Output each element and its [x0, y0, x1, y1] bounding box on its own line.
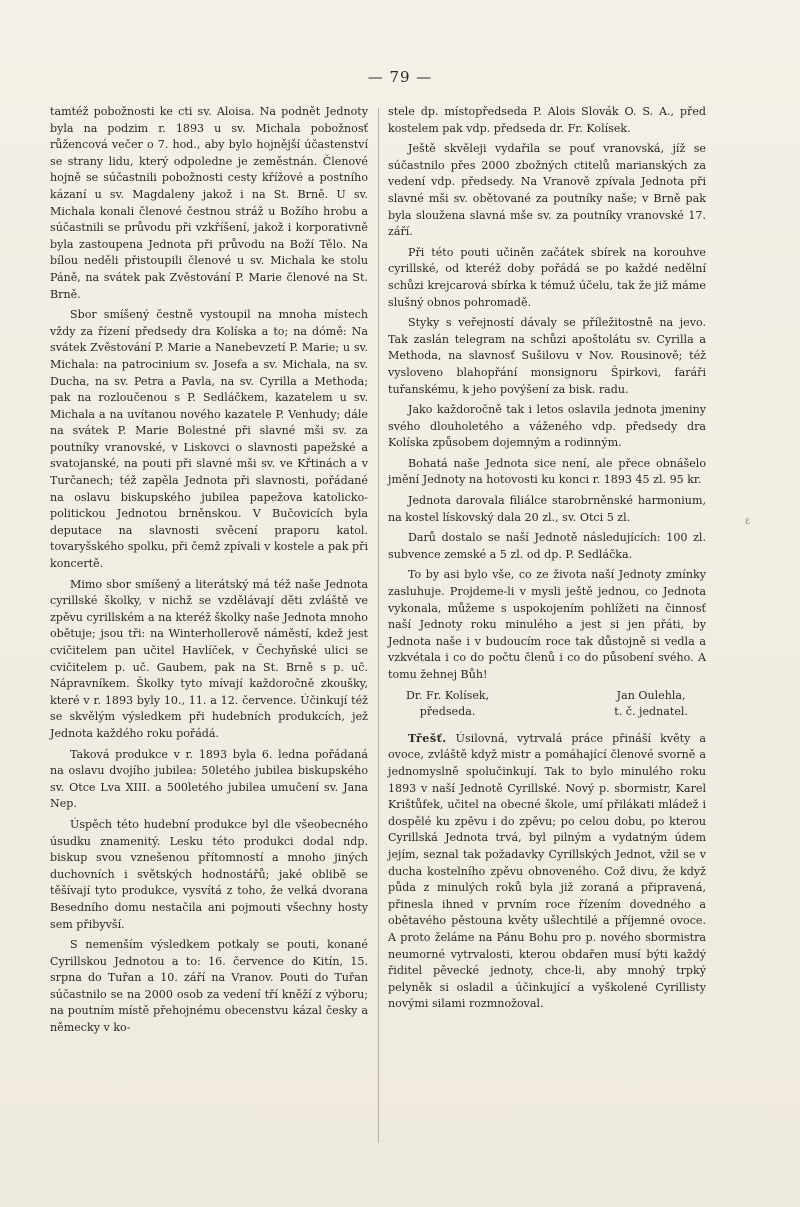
- paragraph: stele dp. místopředseda P. Alois Slovák O. S. A., před kostelem pak vdp. předseda dr. Fr. Kolísek.: [388, 105, 706, 135]
- margin-mark: ε: [745, 516, 751, 527]
- paragraph: Darů dostalo se naší Jednotě následujících: 100 zl. subvence zemské a 5 zl. od dp. P. Sedláčka.: [388, 531, 706, 561]
- paragraph: Mimo sbor smíšený a literátský má též naše Jednota cyrillské školky, v nichž se vzdělávají děti zvláště ve zpěvu cyrillském a na kteréž školky naše Jednota mnoho obětuje; jsou tři: na Winterhollerově náměstí, kdež jest cvičitelem pan učitel Havlíček, v Čechyňské ulici se cvičitelem p. uč. Gaubem, pak na St. Brně s p. uč. Nápravníkem. Školky tyto mívají každoročně zkoušky, které v r. 1893 byly 10., 11. a 12. července. Účinkují též se skvělým výsledkem při hudebních produkcích, jež Jednota každého roku pořádá.: [50, 577, 368, 740]
- signature-name: Jan Oulehla,: [616, 688, 686, 702]
- paragraph: S nemenším výsledkem potkaly se pouti, konané Cyrillskou Jednotou a to: 16. července do Kitín, 15. srpna do Tuřan a 10. září na Vranov. Pouti do Tuřan súčastnilo se na 2000 osob za vedení tří kněží z výboru; na poutním místě přehojnému obecenstvu kázal česky a německy v ko-: [50, 938, 368, 1035]
- section-trest: [388, 731, 706, 1013]
- paragraph: Jako každoročně tak i letos oslavila jednota jmeniny svého dlouholetého a váženého vdp. předsedy dra Kolíska způsobem dojemným a rodinným.: [388, 403, 706, 450]
- paragraph: Při této pouti učiněn začátek sbírek na korouhve cyrillské, od kteréž doby pořádá se po každé nedělní schůzi krejcarová sbírka k témuž účelu, tak že již máme slušný obnos pohromadě.: [388, 245, 706, 309]
- signature-role: předseda.: [419, 705, 476, 719]
- paragraph: Bohatá naše Jednota sice není, ale přece obnášelo jmění Jednoty na hotovosti ku konci r. 1893 45 zl. 95 kr.: [388, 456, 706, 487]
- paragraph: Sbor smíšený čestně vystoupil na mnoha místech vždy za řízení předsedy dra Kolíska a to; na dómě: Na svátek Zvěstování P. Marie a Nanebevzetí P. Marie; u sv. Michala: na patrocinium sv. Josefa a sv. Michala, na sv. Ducha, na sv. Petra a Pavla, na sv. Cyrilla a Methoda; pak na rozloučenou s P. Sedláčkem, kazatelem u sv. Michala a na uvítanou nového kazatele P. Venhudy; dále na svátek P. Marie Bolestné při slavné mši sv. za poutníky vranovské, v Liskovci o slavnosti papežské a svatojanské, na pouti při slavné mši sv. ve Křtinách a v Turčanech; též zapěla Jednota při slavnosti, pořádané na oslavu biskupského jubilea papežova katolicko-politickou Jednotou brněnskou. V Bučovicích byla deputace na slavnosti svěcení praporu katol. tovaryšského spolku, při čemž zpívali v kostele a pak při koncertě.: [50, 308, 368, 571]
- paragraph: Úspěch této hudební produkce byl dle všeobecného úsudku znamenitý. Lesku této produkci dodal ndp. biskup svou vznešenou přítomností a mnoho jiných duchovních i světských hodnostářů; jaké oblibě se těšívají tyto produkce, vysvítá z toho, že velká dvorana Besedního domu nestačila ani pojmouti všechny hosty sem přibyvší.: [50, 817, 368, 931]
- left-column: [50, 104, 368, 1041]
- signature-chairman: [406, 688, 489, 721]
- signature-name: Dr. Fr. Kolísek,: [406, 688, 490, 702]
- signature-secretary: [614, 688, 688, 721]
- section-heading: Třešť.: [408, 731, 447, 745]
- page-number: — 79 —: [367, 68, 433, 86]
- paragraph: Jednota darovala filiálce starobrněnské harmonium, na kostel lískovský dala 20 zl., sv. Otci 5 zl.: [388, 494, 706, 524]
- paragraph: To by asi bylo vše, co ze života naší Jednoty zmínky zasluhuje. Projdeme-li v mysli ještě jednou, co Jednota vykonala, můžeme s uspokojením pohlížeti na činnosť naší Jednoty roku minulého a jest si jen přáti, by Jednota naše i v budoucím roce tak důstojně si vedla a vzkvétala i co do počtu členů i co do působení svého. A tomu žehnej Bůh!: [388, 568, 706, 681]
- signature-block: [388, 688, 706, 721]
- right-column: [388, 104, 706, 1017]
- paragraph: Taková produkce v r. 1893 byla 6. ledna pořádaná na oslavu dvojího jubilea: 50letého jubilea biskupského sv. Otce Lva XIII. a 500letého jubilea umučení sv. Jana Nep.: [50, 747, 368, 811]
- paragraph: Styky s veřejností dávaly se příležitostně na jevo. Tak zaslán telegram na schůzi apoštolátu sv. Cyrilla a Methoda, na slavnosť Sušilovu v Nov. Rousinově; též vysloveno blahopřání monsignoru Špirkovi, faráři tuřanskému, k jeho povýšení za bisk. radu.: [388, 316, 706, 396]
- paragraph: tamtéž pobožnosti ke cti sv. Aloisa. Na podnět Jednoty byla na podzim r. 1893 u sv. Michala pobožnosť růžencová večer o 7. hod., aby bylo hojnější účastenství se strany lidu, který odpoledne je zeměstnán. Členové hojně se súčastnili pobožnosti cesty křížové a postního kázaní u sv. Magdaleny jakož i na St. Brně. U sv. Michala konali členové čestnou stráž u Božího hrobu a súčastnili se průvodu při vzkříšení, jakož i korporativně byla zastoupena Jednota při průvodu na Boží Tělo. Na bílou neděli přistoupili členové u sv. Michala ke stolu Páně, na svátek pak Zvěstování P. Marie členové na St. Brně.: [50, 105, 368, 301]
- paragraph: Ještě skvěleji vydařila se pouť vranovská, jíž se súčastnilo přes 2000 zbožných ctitelů marianských za vedení vdp. předsedy. Na Vranově zpívala Jednota při slavné mši sv. obětované za poutníky naše; v Brně pak byla sloužena slavná mše sv. za poutníky vranovské 17. září.: [388, 142, 706, 239]
- section-body: Úsilovná, vytrvalá práce přináší květy a ovoce, zvláště když mistr a pomáhající členové svorně a jednomyslně spolučinkují. Tak to bylo minulého roku 1893 v naší Jednotě Cyrillské. Nový p. sbormistr, Karel Krištůfek, učitel na obecné škole, umí přilákati mládež i dospělé ku zpěvu i do zpěvu; po celou dobu, po kterou Cyrillská Jednota trvá, byl pilným a vydatným údem jejím, seznal tak požadavky Cyrillských Jednot, vžil se v ducha kostelního zpěvu obnoveného. Což divu, že když půda z minulých roků byla již zoraná a připravená, přinesla ihned v prvním roce řízením dovedného a obětavého pěstouna květy ušlechtilé a příjemné ovoce. A proto želáme na Pánu Bohu pro p. nového sbormistra neumorné vytrvalosti, kterou obdařen musí býti každý řiditel pěvecké jednoty, chce-li, aby mnohý trpký pelyněk si osladil a účinkující a vyškolené Cyrillisty novými silami rozmnožoval.: [388, 731, 706, 1011]
- column-divider: [378, 108, 379, 1143]
- signature-role: t. č. jednatel.: [614, 705, 688, 719]
